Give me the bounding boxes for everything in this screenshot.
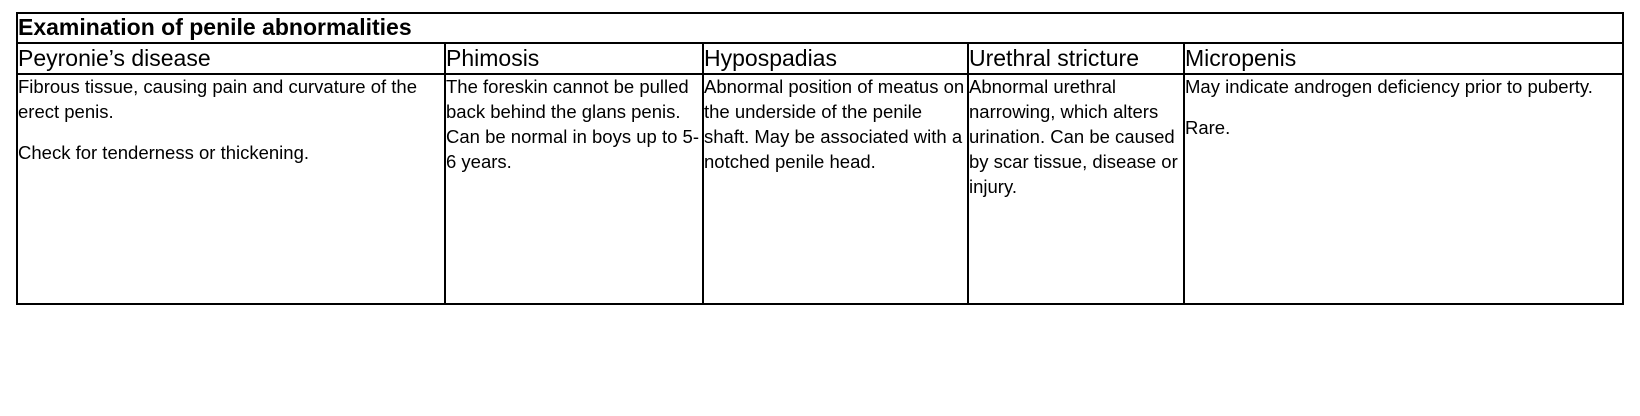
table-title-row (17, 13, 1623, 43)
table-title-cell (17, 13, 1623, 43)
cell-phimosis (445, 74, 703, 304)
cell-paragraph: Check for tenderness or thickening. (18, 142, 310, 164)
cell-text (446, 75, 702, 175)
column-header-label: Urethral stricture (969, 44, 1139, 71)
cell-text (1185, 75, 1622, 141)
table-title: Examination of penile abnormalities (18, 14, 412, 40)
column-header-label: Peyronie’s disease (18, 44, 211, 71)
cell-text (969, 75, 1183, 200)
cell-text (18, 75, 444, 166)
cell-micropenis (1184, 74, 1623, 304)
column-header-label: Phimosis (446, 44, 540, 71)
column-header-micropenis (1184, 43, 1623, 75)
column-header-label: Micropenis (1185, 44, 1297, 71)
table-header-row (17, 43, 1623, 75)
cell-paragraph: Abnormal position of meatus on the underside of the penile shaft. May be associated with a notched penile head. (704, 76, 965, 173)
cell-text (704, 75, 967, 175)
cell-paragraph: Rare. (1185, 117, 1231, 139)
cell-peyronies-disease (17, 74, 445, 304)
column-header-label: Hypospadias (704, 44, 837, 71)
table-body-row (17, 74, 1623, 304)
cell-hypospadias (703, 74, 968, 304)
column-header-phimosis (445, 43, 703, 75)
column-header-peyronies-disease (17, 43, 445, 75)
cell-paragraph: May indicate androgen deficiency prior to puberty. (1185, 76, 1593, 98)
cell-urethral-stricture (968, 74, 1184, 304)
column-header-hypospadias (703, 43, 968, 75)
cell-paragraph: Fibrous tissue, causing pain and curvature of the erect penis. (18, 76, 418, 123)
cell-paragraph: The foreskin cannot be pulled back behind the glans penis. Can be normal in boys up to 5-6 years. (446, 76, 699, 173)
column-header-urethral-stricture (968, 43, 1184, 75)
cell-paragraph: Abnormal urethral narrowing, which alters urination. Can be caused by scar tissue, disease or injury. (969, 76, 1178, 198)
examination-table (16, 12, 1624, 305)
